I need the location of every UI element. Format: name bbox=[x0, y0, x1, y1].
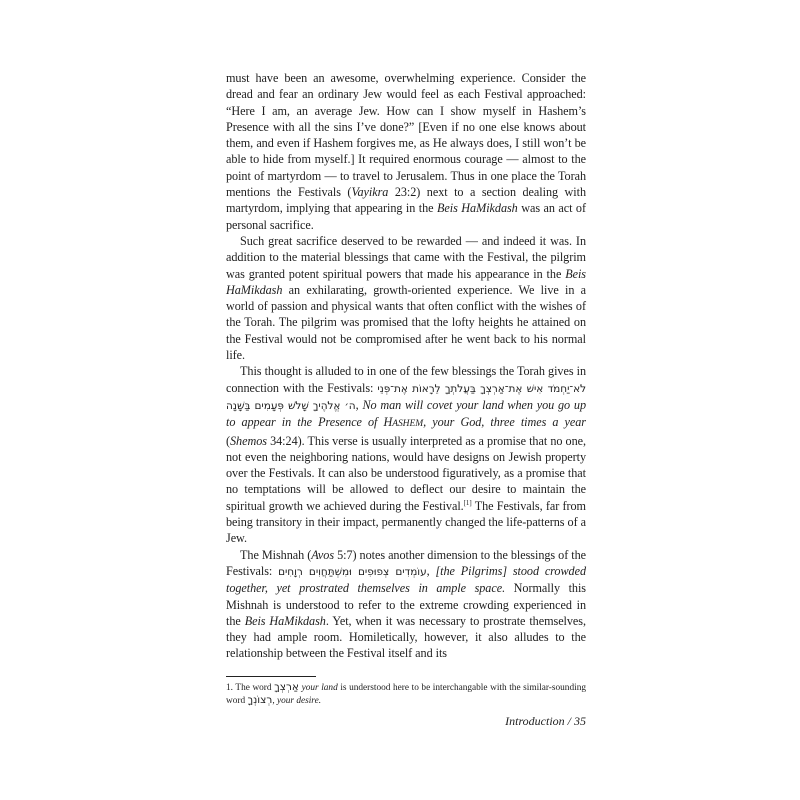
text-run: was an act of personal sacrifice. bbox=[226, 201, 586, 232]
text-run: 5:7) notes another dimension to the blessings of the Festivals: bbox=[226, 547, 586, 578]
text-run: This thought is alluded to in one of the few blessings the Torah gives in connection with the Festivals: bbox=[226, 364, 586, 395]
paragraph bbox=[226, 547, 586, 662]
hebrew-text: רְצוֹנְךָ bbox=[247, 694, 273, 707]
italic-text: [the Pilgrims] stood crowded together, yet prostrated themselves in ample space. bbox=[226, 563, 586, 596]
text-run: an exhilarating, growth-oriented experience. We live in a world of passion and physical wants that often conflict with the wishes of the Torah. The pilgrim was promised that the lofty heights he attained on the Festival would not be compromised after he went back to his normal life. bbox=[226, 282, 586, 363]
book-page bbox=[226, 70, 587, 728]
text-run: . Yet, when it was necessary to prostrate themselves, they had ample room. Homiletically, however, it also alludes to the relationship between the Festival itself and its bbox=[226, 613, 586, 661]
text-run: 23:2) next to a section dealing with martyrdom, implying that appearing in the bbox=[226, 185, 586, 216]
paragraph bbox=[226, 363, 586, 546]
italic-text: Beis HaMikdash bbox=[437, 201, 518, 216]
italic-text: , your God, three times a year bbox=[423, 415, 586, 430]
text-run: 1. The word bbox=[226, 682, 275, 693]
text-run: , bbox=[355, 397, 363, 412]
text-run: The Mishnah ( bbox=[240, 547, 312, 562]
text-run: , bbox=[426, 563, 436, 578]
hebrew-text: עוֹמְדִים צְפוּפִים וּמִשְׁתַּחֲוִים רְוָחִים bbox=[278, 565, 427, 578]
paragraph bbox=[226, 70, 586, 233]
body-text bbox=[226, 70, 586, 662]
text-run: 34:24). This verse is usually interpreted as a promise that no one, not even the neighboring nations, would have designs on Jewish property over the Festivals. It can also be understood figuratively, as a promise that no temptations will be allowed to deflect our desire to maintain the spiritual growth we achieved during the Festival. bbox=[226, 433, 586, 513]
hebrew-text: לֹא־יַחְמֹד אִישׁ אֶת־אַרְצְךָ בַּעֲלֹתְךָ לֵרָאוֹת אֶת־פְּנֵי ה׳ אֱלֹהֶיךָ שָׁלֹשׁ פְּעָמִים בַּשָּׁנָה bbox=[226, 382, 586, 412]
text-run: is understood here to be interchangable with the similar-sounding word bbox=[226, 682, 586, 707]
italic-text: Beis HaMikdash bbox=[244, 613, 326, 628]
italic-text: Shemos bbox=[230, 433, 267, 448]
running-footer: Introduction / 35 bbox=[505, 714, 586, 728]
text-run: The Festivals, far from being transitory in their impact, permanently changed the life-patterns of a Jew. bbox=[226, 498, 586, 546]
text-run: Such great sacrifice deserved to be rewarded — and indeed it was. In addition to the material blessings that came with the Festival, the pilgrim was granted potent spiritual powers that made his appearance in the bbox=[226, 233, 586, 281]
italic-text: your land bbox=[301, 682, 338, 693]
italic-text: Beis HaMikdash bbox=[226, 266, 586, 297]
footnote-marker: [1] bbox=[463, 498, 472, 507]
text-run: , bbox=[272, 696, 277, 707]
italic-text: Avos bbox=[311, 547, 335, 562]
italic-text: your desire. bbox=[276, 696, 322, 707]
text-run: must have been an awesome, overwhelming experience. Consider the dread and fear an ordinary Jew would feel as each Festival approached: “Here I am, an average Jew. How can I show myself in Hashem’s Presence with all the sins I’ve done?” [Even if no one else knows about them, and even if Hashem forgives me, as He always does, I still won’t be able to hide from myself.] It required enormous courage — almost to the point of martyrdom — to travel to Jerusalem. Thus in one place the Torah mentions the Festivals ( bbox=[226, 71, 586, 200]
text-run: ( bbox=[226, 433, 231, 448]
italic-smallcaps-text: ASHEM bbox=[392, 419, 424, 430]
hebrew-text: אַרְצְךָ bbox=[274, 680, 299, 693]
text-run: Normally this Mishnah is understood to refer to the extreme crowding experienced in the bbox=[226, 581, 587, 628]
italic-text: Vayikra bbox=[351, 185, 389, 200]
footnote-rule bbox=[226, 676, 316, 677]
paragraph bbox=[226, 233, 586, 363]
italic-text: No man will covet your land when you go up to appear in the Presence of H bbox=[226, 397, 587, 430]
footnote bbox=[226, 681, 586, 708]
